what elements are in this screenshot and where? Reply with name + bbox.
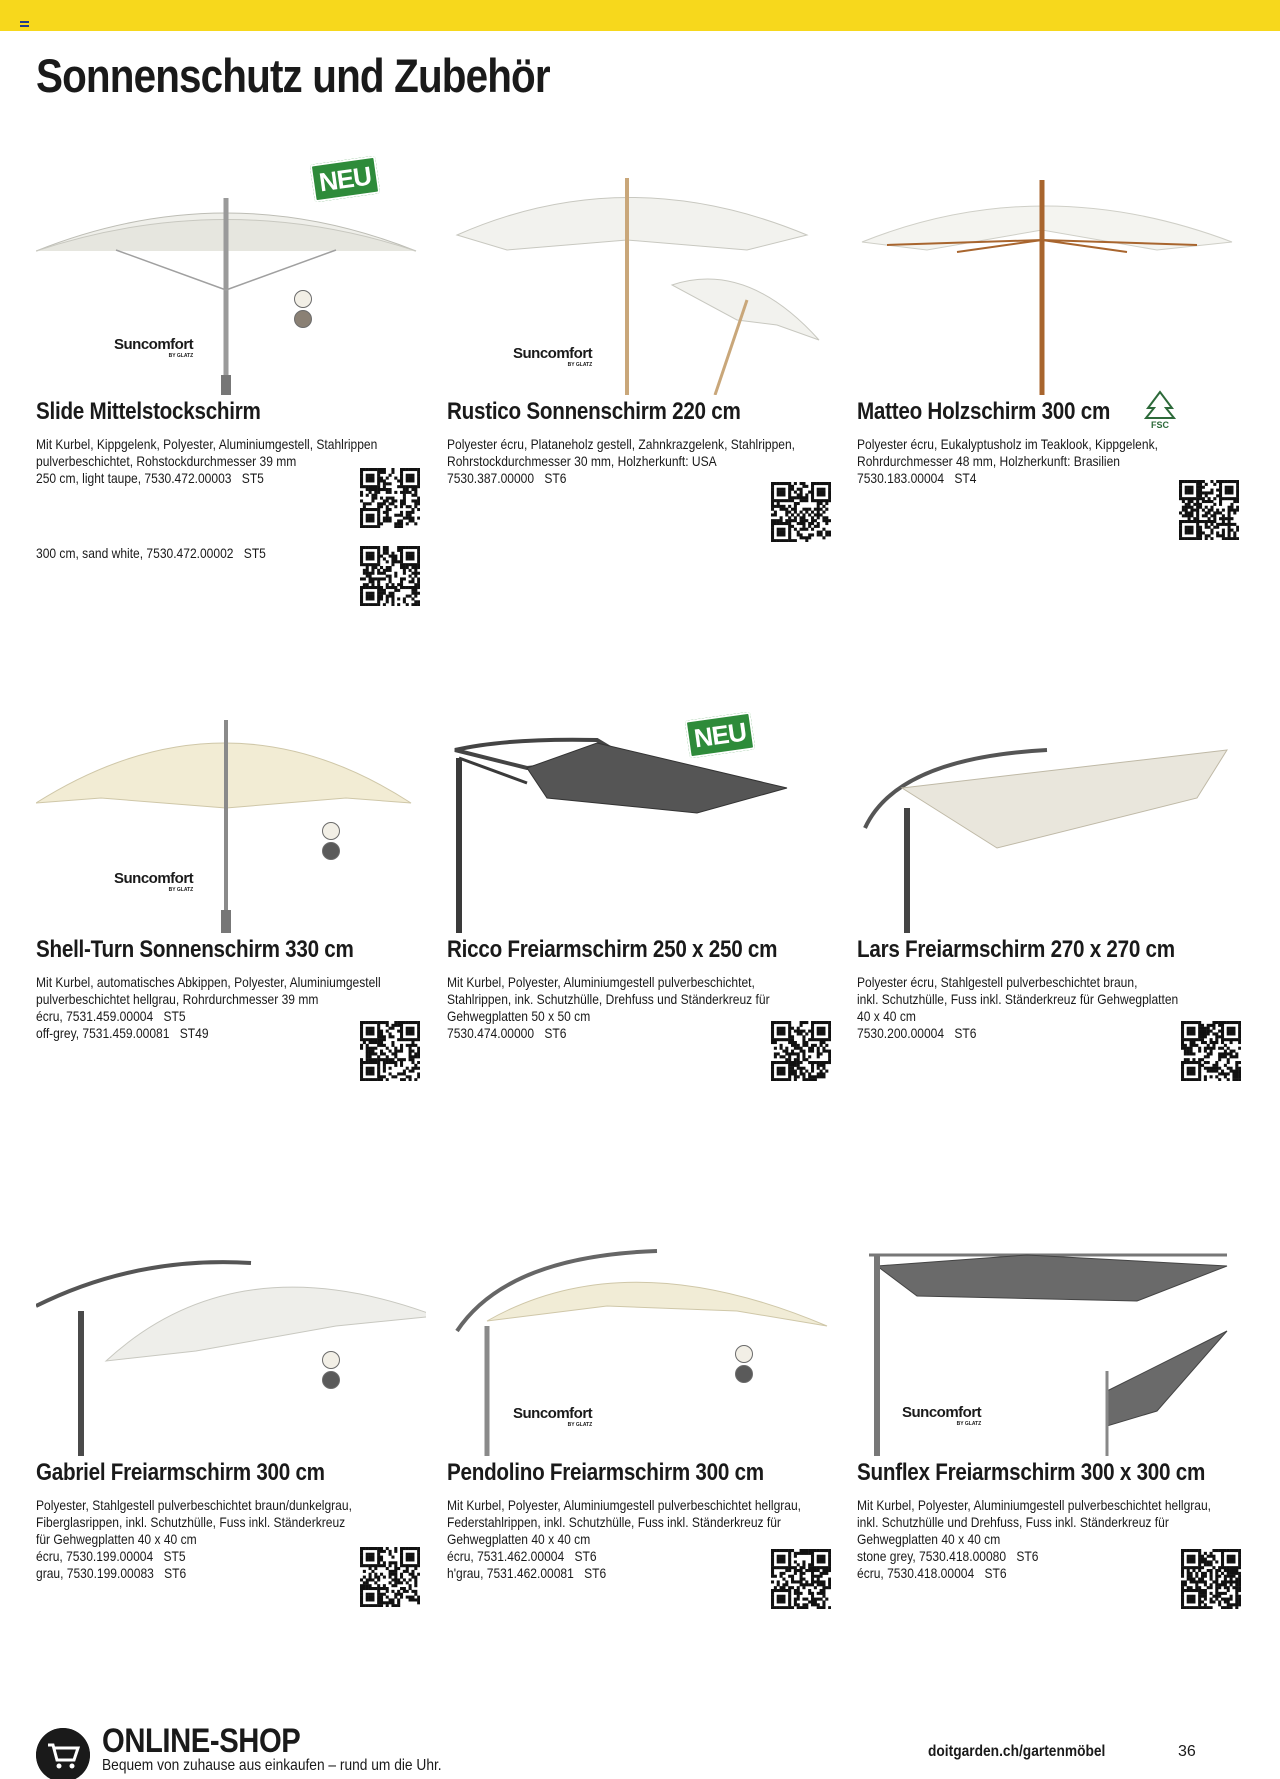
umbrella-illustration (36, 688, 426, 933)
description-line: 40 x 40 cm (857, 1008, 916, 1024)
svg-text:FSC: FSC (1151, 420, 1169, 430)
description-line: Rohrdurchmesser 48 mm, Holzherkunft: Brasilien (857, 453, 1120, 469)
umbrella-illustration (447, 150, 837, 395)
brand-logo: Suncomfort BY GLATZ (513, 345, 593, 368)
color-swatch-light[interactable] (322, 1351, 340, 1369)
brand-logo: Suncomfort BY GLATZ (114, 870, 194, 893)
product-image (447, 1211, 837, 1456)
product-name: Sunflex Freiarmschirm 300 x 300 cm (857, 1459, 1206, 1486)
footer-link[interactable]: doitgarden.ch/gartenmöbel (928, 1743, 1106, 1760)
variant-line: grau, 7530.199.00083 ST6 (36, 1565, 187, 1581)
product-description (36, 974, 414, 1042)
brand-logo: Suncomfort BY GLATZ (513, 1405, 593, 1428)
product-name: Ricco Freiarmschirm 250 x 250 cm (447, 936, 778, 963)
color-swatch-light[interactable] (294, 290, 312, 308)
variant-line: off-grey, 7531.459.00081 ST49 (36, 1025, 209, 1041)
description-line: Polyester écru, Stahlgestell pulverbeschichtet braun, (857, 974, 1138, 990)
menu-icon[interactable] (20, 21, 29, 27)
product-name: Slide Mittelstockschirm (36, 398, 261, 425)
color-swatch-dark[interactable] (322, 842, 340, 860)
description-line: Gehwegplatten 40 x 40 cm (857, 1531, 1001, 1547)
product-image (36, 1211, 426, 1456)
variant-line: h'grau, 7531.462.00081 ST6 (447, 1565, 607, 1581)
qr-code[interactable] (360, 1021, 420, 1081)
umbrella-illustration (447, 688, 837, 933)
product-name: Lars Freiarmschirm 270 x 270 cm (857, 936, 1175, 963)
product-image (857, 150, 1247, 395)
new-badge: NEU (685, 712, 756, 759)
description-line: Polyester écru, Plataneholz gestell, Zahnkrazgelenk, Stahlrippen, (447, 436, 796, 452)
product-description (36, 1497, 414, 1582)
fsc-logo-icon (1140, 390, 1180, 430)
qr-code[interactable] (1181, 1021, 1241, 1081)
description-line: Mit Kurbel, Polyester, Aluminiumgestell pulverbeschichtet hellgrau, (447, 1497, 802, 1513)
qr-code[interactable] (771, 1549, 831, 1609)
variant-line: 7530.183.00004 ST4 (857, 470, 977, 486)
description-line: Gehwegplatten 40 x 40 cm (447, 1531, 591, 1547)
description-line: pulverbeschichtet hellgrau, Rohrdurchmesser 39 mm (36, 991, 319, 1007)
variant-line: 7530.387.00000 ST6 (447, 470, 567, 486)
color-swatch-dark[interactable] (294, 310, 312, 328)
qr-code[interactable] (360, 1547, 420, 1607)
variant-line: stone grey, 7530.418.00080 ST6 (857, 1548, 1039, 1564)
description-line: Gehwegplatten 50 x 50 cm (447, 1008, 591, 1024)
variant-line: 7530.200.00004 ST6 (857, 1025, 977, 1041)
product-description (447, 436, 825, 487)
product-name: Matteo Holzschirm 300 cm (857, 398, 1111, 425)
description-line: Mit Kurbel, automatisches Abkippen, Polyester, Aluminiumgestell (36, 974, 381, 990)
description-line: Federstahlrippen, inkl. Schutzhülle, Fuss inkl. Ständerkreuz für (447, 1514, 781, 1530)
description-line: Polyester, Stahlgestell pulverbeschichtet braun/dunkelgrau, (36, 1497, 352, 1513)
footer-subtitle: Bequem von zuhause aus einkaufen – rund um die Uhr. (102, 1757, 442, 1774)
description-line: Fiberglasrippen, inkl. Schutzhülle, Fuss inkl. Ständerkreuz (36, 1514, 346, 1530)
umbrella-illustration (857, 150, 1247, 395)
umbrella-illustration (36, 1211, 426, 1456)
product-description (447, 1497, 825, 1582)
brand-logo: Suncomfort BY GLATZ (114, 336, 194, 359)
description-line: Stahlrippen, ink. Schutzhülle, Drehfuss und Ständerkreuz für (447, 991, 770, 1007)
product-description (857, 974, 1235, 1042)
description-line: Rohrstockdurchmesser 30 mm, Holzherkunft: USA (447, 453, 717, 469)
product-image (36, 688, 426, 933)
page-title: Sonnenschutz und Zubehör (36, 49, 550, 102)
product-description (857, 1497, 1235, 1582)
color-swatch-light[interactable] (735, 1345, 753, 1363)
umbrella-illustration (447, 1211, 837, 1456)
product-name: Rustico Sonnenschirm 220 cm (447, 398, 741, 425)
qr-code[interactable] (771, 1021, 831, 1081)
top-bar (0, 0, 1280, 31)
description-line: Mit Kurbel, Polyester, Aluminiumgestell pulverbeschichtet, (447, 974, 755, 990)
product-name: Pendolino Freiarmschirm 300 cm (447, 1459, 764, 1486)
color-swatch-dark[interactable] (322, 1371, 340, 1389)
footer-title: ONLINE-SHOP (102, 1722, 301, 1760)
variant-line: 250 cm, light taupe, 7530.472.00003 ST5 (36, 470, 264, 486)
qr-code[interactable] (771, 482, 831, 542)
description-line: inkl. Schutzhülle, Fuss inkl. Ständerkreuz für Gehwegplatten (857, 991, 1179, 1007)
qr-code[interactable] (360, 546, 420, 606)
qr-code[interactable] (1179, 480, 1239, 540)
description-line: inkl. Schutzhülle und Drehfuss, Fuss inkl. Ständerkreuz für (857, 1514, 1169, 1530)
umbrella-illustration (857, 688, 1247, 933)
product-name: Gabriel Freiarmschirm 300 cm (36, 1459, 325, 1486)
color-swatch-light[interactable] (322, 822, 340, 840)
qr-code[interactable] (1181, 1549, 1241, 1609)
new-badge: NEU (310, 156, 381, 203)
qr-code[interactable] (360, 468, 420, 528)
product-image (447, 688, 837, 933)
variant-line: écru, 7531.462.00004 ST6 (447, 1548, 597, 1564)
product-description (447, 974, 825, 1042)
description-line: Mit Kurbel, Polyester, Aluminiumgestell pulverbeschichtet hellgrau, (857, 1497, 1212, 1513)
product-image (857, 688, 1247, 933)
color-swatch-dark[interactable] (735, 1365, 753, 1383)
variant-line: écru, 7531.459.00004 ST5 (36, 1008, 186, 1024)
product-image (447, 150, 837, 395)
product-name: Shell-Turn Sonnenschirm 330 cm (36, 936, 354, 963)
page-number: 36 (1178, 1743, 1196, 1760)
variant-line: 7530.474.00000 ST6 (447, 1025, 567, 1041)
description-line: Mit Kurbel, Kippgelenk, Polyester, Aluminiumgestell, Stahlrippen (36, 436, 378, 452)
variant-line: écru, 7530.199.00004 ST5 (36, 1548, 186, 1564)
brand-logo: Suncomfort BY GLATZ (902, 1404, 982, 1427)
variant-line: écru, 7530.418.00004 ST6 (857, 1565, 1007, 1581)
description-line: pulverbeschichtet, Rohstockdurchmesser 39 mm (36, 453, 297, 469)
description-line: für Gehwegplatten 40 x 40 cm (36, 1531, 197, 1547)
shopping-cart-icon[interactable] (36, 1728, 90, 1779)
description-line: Polyester écru, Eukalyptusholz im Teaklook, Kippgelenk, (857, 436, 1158, 452)
product-description (36, 436, 414, 487)
variant-line: 300 cm, sand white, 7530.472.00002 ST5 (36, 545, 266, 561)
